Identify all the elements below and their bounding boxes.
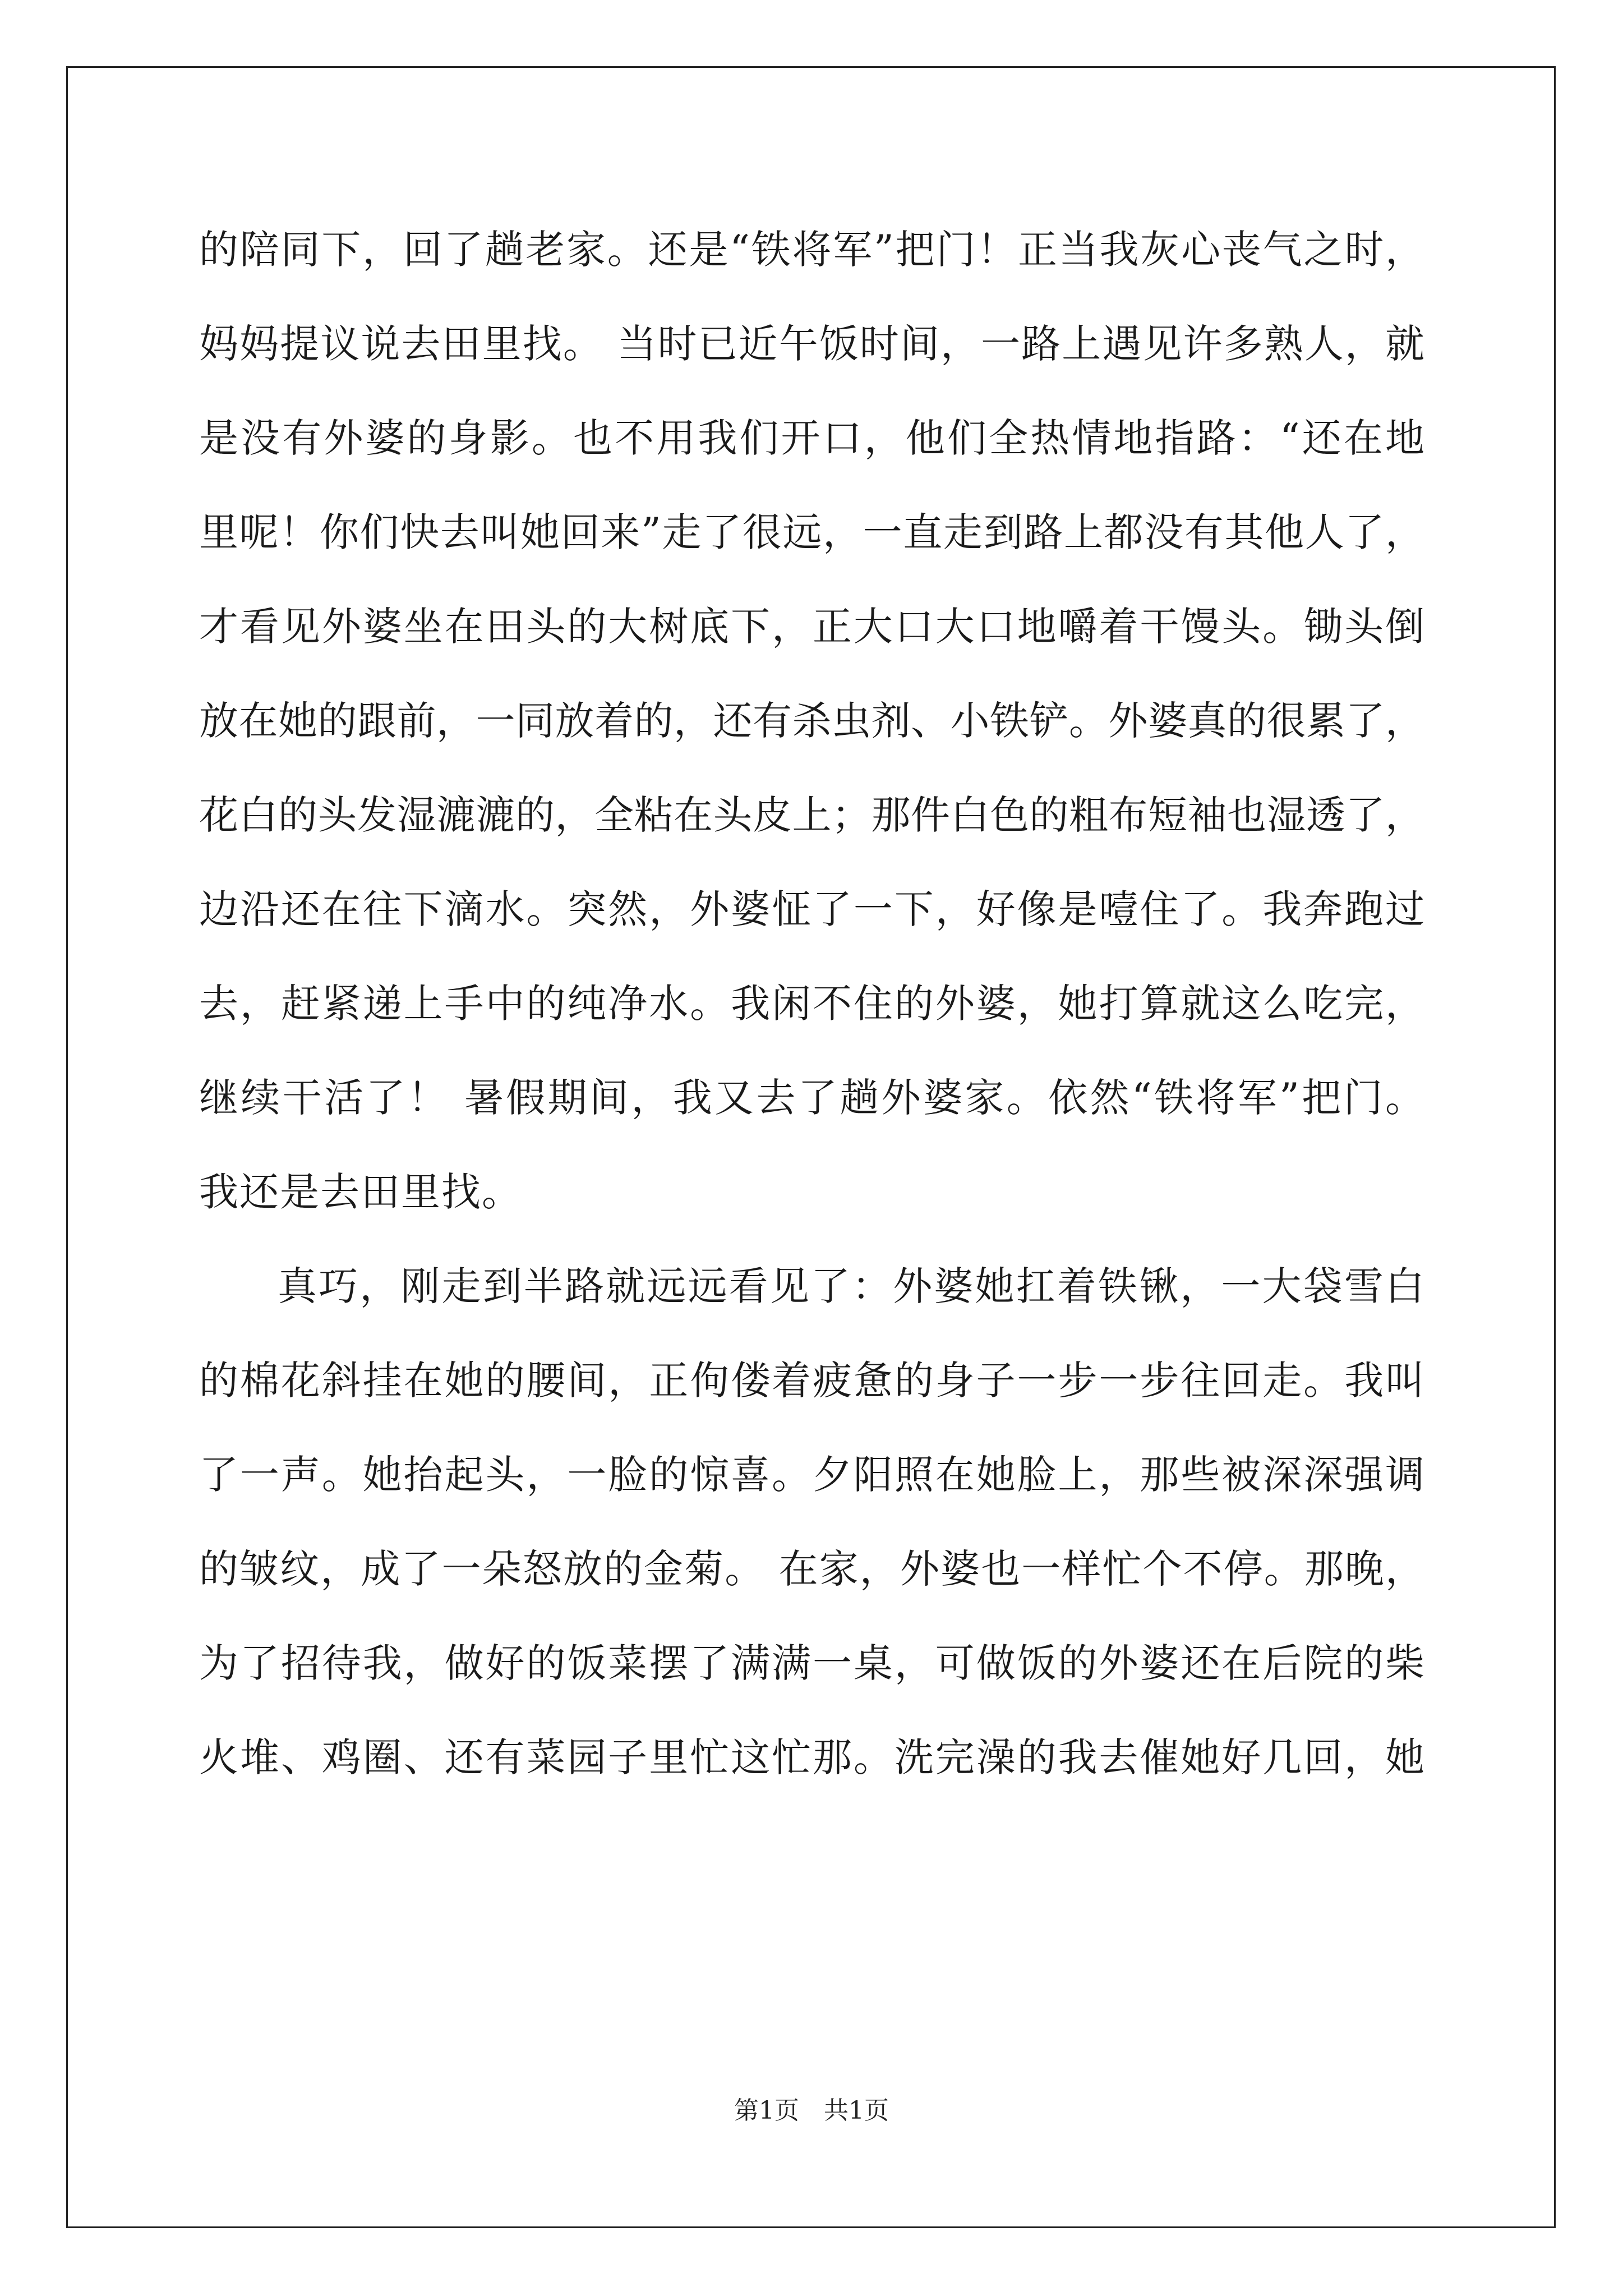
text-line: 了一声。她抬起头，一脸的惊喜。夕阳照在她脸上，那些被深深强调 — [199, 1452, 1424, 1498]
paragraph-end-line: 我还是去田里找。 — [199, 1169, 522, 1215]
text-line: 里呢！你们快去叫她回来”走了很远，一直走到路上都没有其他人了， — [199, 509, 1424, 555]
text-line: 的陪同下，回了趟老家。还是“铁将军”把门！正当我灰心丧气之时， — [199, 227, 1424, 273]
paragraph-first-line: 真巧，刚走到半路就远远看见了：外婆她扛着铁锹，一大袋雪白 — [278, 1263, 1424, 1309]
text-line: 是没有外婆的身影。也不用我们开口，他们全热情地指路：“还在地 — [199, 415, 1424, 461]
text-line: 花白的头发湿漉漉的，全粘在头皮上；那件白色的粗布短袖也湿透了， — [199, 792, 1424, 838]
text-line: 才看见外婆坐在田头的大树底下，正大口大口地嚼着干馒头。锄头倒 — [199, 604, 1424, 650]
text-line: 放在她的跟前，一同放着的，还有杀虫剂、小铁铲。外婆真的很累了， — [199, 698, 1424, 744]
text-line: 为了招待我，做好的饭菜摆了满满一桌，可做饭的外婆还在后院的柴 — [199, 1640, 1424, 1686]
page-number-footer: 第1页 共1页 — [734, 2096, 889, 2125]
text-line: 继续干活了！ 暑假期间，我又去了趟外婆家。依然“铁将军”把门。 — [199, 1075, 1424, 1121]
text-line: 的皱纹，成了一朵怒放的金菊。 在家，外婆也一样忙个不停。那晚， — [199, 1546, 1424, 1592]
text-line: 的棉花斜挂在她的腰间，正佝偻着疲惫的身子一步一步往回走。我叫 — [199, 1358, 1424, 1404]
page-border — [66, 66, 1556, 2228]
text-line: 火堆、鸡圈、还有菜园子里忙这忙那。洗完澡的我去催她好几回，她 — [199, 1734, 1424, 1780]
text-line: 妈妈提议说去田里找。 当时已近午饭时间，一路上遇见许多熟人，就 — [199, 321, 1424, 367]
text-line: 去，赶紧递上手中的纯净水。我闲不住的外婆，她打算就这么吃完， — [199, 981, 1424, 1027]
text-line: 边沿还在往下滴水。突然，外婆怔了一下，好像是噎住了。我奔跑过 — [199, 886, 1424, 932]
